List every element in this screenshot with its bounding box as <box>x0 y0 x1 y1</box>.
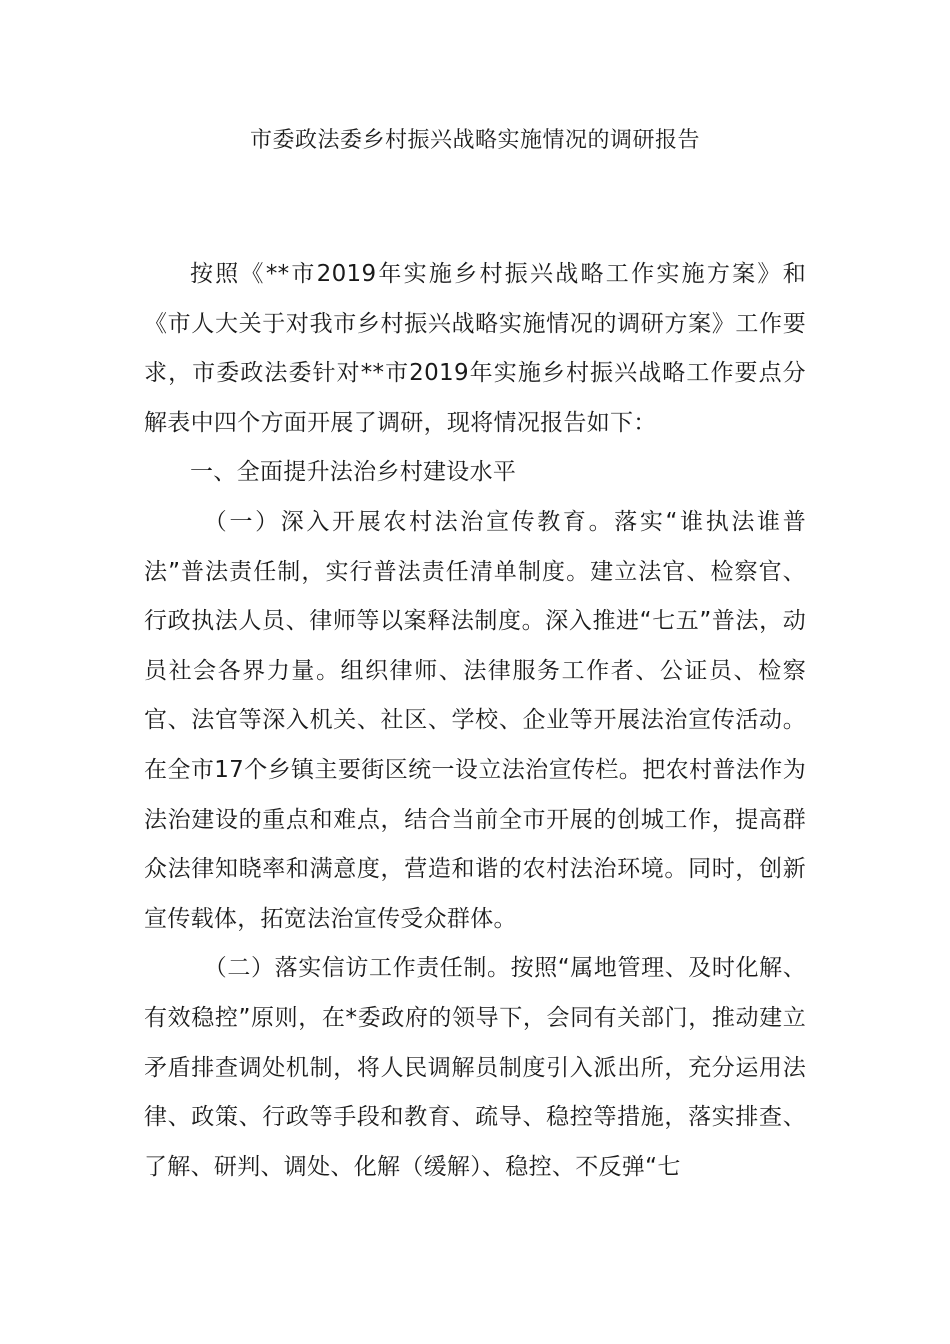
section-heading-1: 一、全面提升法治乡村建设水平 <box>190 459 517 486</box>
document-body <box>144 250 806 1192</box>
intro-paragraph: 按照《**市2019年实施乡村振兴战略工作实施方案》和《市人大关于对我市乡村振兴战略实施情况的调研方案》工作要求，市委政法委针对**市2019年实施乡村振兴战略工作要点分解表中四个方面开展了调研，现将情况报告如下： <box>144 261 806 436</box>
subsection-paragraph-1: （一）深入开展农村法治宣传教育。落实“谁执法谁普法”普法责任制，实行普法责任清单制度。建立法官、检察官、行政执法人员、律师等以案释法制度。深入推进“七五”普法，动员社会各界力量。组织律师、法律服务工作者、公证员、检察官、法官等深入机关、社区、学校、企业等开展法治宣传活动。在全市17个乡镇主要街区统一设立法治宣传栏。把农村普法作为法治建设的重点和难点，结合当前全市开展的创城工作，提高群众法律知晓率和满意度，营造和谐的农村法治环境。同时，创新宣传载体，拓宽法治宣传受众群体。 <box>144 508 806 932</box>
subsection-paragraph-2: （二）落实信访工作责任制。按照“属地管理、及时化解、有效稳控”原则，在*委政府的领导下，会同有关部门，推动建立矛盾排查调处机制，将人民调解员制度引入派出所，充分运用法律、政策、行政等手段和教育、疏导、稳控等措施，落实排查、了解、研判、调处、化解（缓解）、稳控、不反弹“七 <box>144 955 806 1180</box>
document-title: 市委政法委乡村振兴战略实施情况的调研报告 <box>249 128 700 153</box>
